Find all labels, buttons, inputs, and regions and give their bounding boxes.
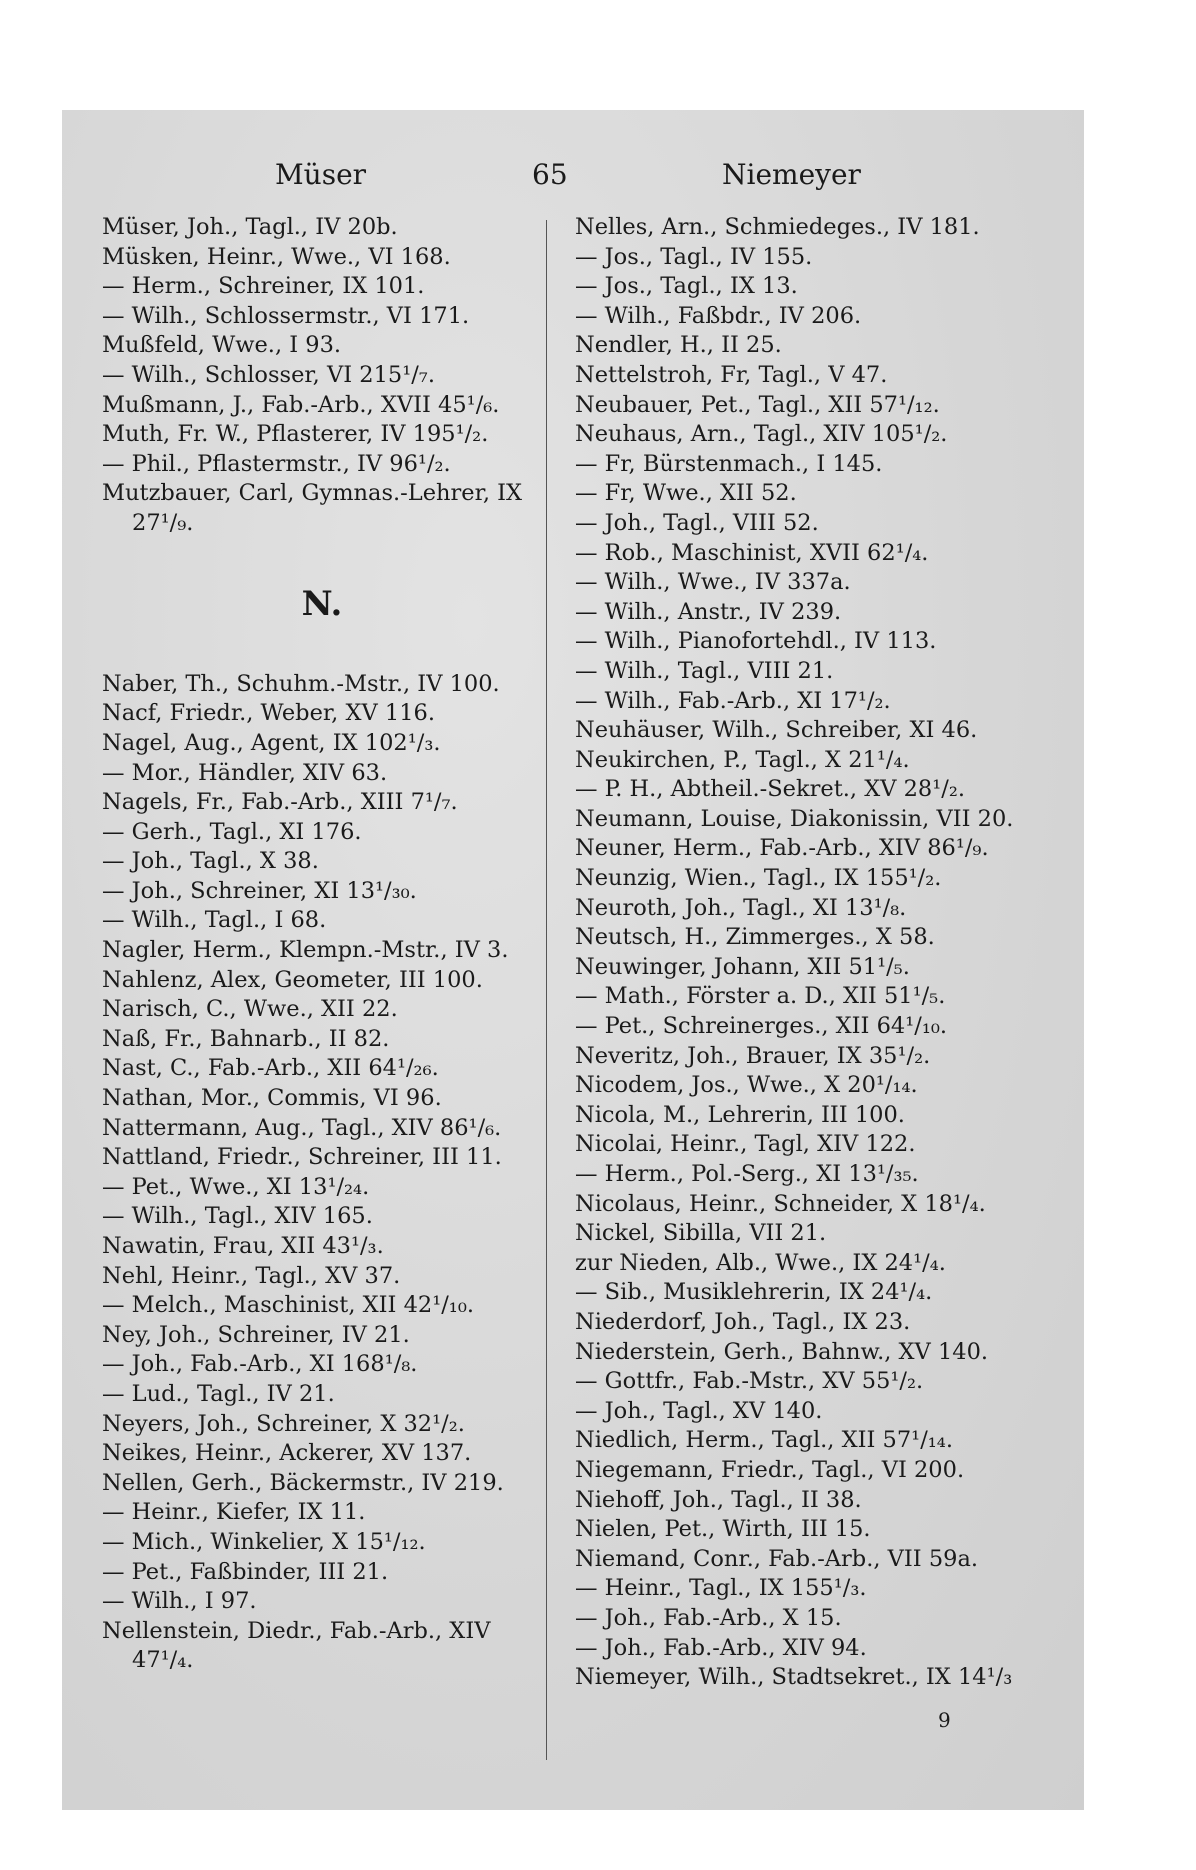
directory-entry: Nicodem, Jos., Wwe., X 20¹/₁₄. — [575, 1072, 918, 1099]
directory-entry: — Joh., Schreiner, XI 13¹/₃₀. — [102, 877, 417, 904]
page — [62, 110, 1084, 1810]
directory-entry: Neikes, Heinr., Ackerer, XV 137. — [102, 1440, 472, 1467]
directory-entry: Neuhaus, Arn., Tagl., XIV 105¹/₂. — [575, 421, 948, 448]
directory-entry: Niederdorf, Joh., Tagl., IX 23. — [575, 1308, 911, 1335]
directory-entry: — Joh., Fab.-Arb., X 15. — [575, 1604, 842, 1631]
directory-entry: — Melch., Maschinist, XII 42¹/₁₀. — [102, 1292, 474, 1319]
directory-entry: 27¹/₉. — [132, 509, 194, 536]
directory-entry: Nelles, Arn., Schmiedeges., IV 181. — [575, 214, 980, 240]
directory-entry: Nickel, Sibilla, VII 21. — [575, 1220, 827, 1247]
directory-entry: — Joh., Fab.-Arb., XI 168¹/₈. — [102, 1351, 418, 1378]
directory-entry: Neuroth, Joh., Tagl., XI 13¹/₈. — [575, 894, 907, 921]
directory-entry: Niemeyer, Wilh., Stadtsekret., IX 14¹/₃ — [575, 1664, 1013, 1691]
directory-entry: — Fr, Wwe., XII 52. — [575, 480, 797, 507]
directory-entry: Neyers, Joh., Schreiner, X 32¹/₂. — [102, 1410, 465, 1437]
directory-entry: — Rob., Maschinist, XVII 62¹/₄. — [575, 539, 929, 566]
directory-entry: — Wilh., Wwe., IV 337a. — [575, 569, 851, 596]
directory-entry: — Mich., Winkelier, X 15¹/₁₂. — [102, 1528, 426, 1555]
directory-entry: Neunzig, Wien., Tagl., IX 155¹/₂. — [575, 865, 942, 892]
directory-entry: — Wilh., Schlossermstr., VI 171. — [102, 302, 470, 329]
directory-entry: — Heinr., Kiefer, IX 11. — [102, 1499, 366, 1526]
directory-entry: — Joh., Tagl., XV 140. — [575, 1397, 823, 1424]
directory-entry: Naber, Th., Schuhm.-Mstr., IV 100. — [102, 670, 500, 697]
blank-line — [102, 640, 542, 670]
directory-entry: Nagel, Aug., Agent, IX 102¹/₃. — [102, 729, 441, 756]
directory-entry: Nielen, Pet., Wirth, III 15. — [575, 1516, 871, 1543]
directory-entry: 47¹/₄. — [132, 1647, 194, 1674]
directory-entry: — Wilh., Pianofortehdl., IV 113. — [575, 628, 937, 655]
directory-entry: Nagels, Fr., Fab.-Arb., XIII 7¹/₇. — [102, 789, 458, 816]
directory-entry: Nawatin, Frau, XII 43¹/₃. — [102, 1233, 384, 1259]
directory-entry: — Math., Förster a. D., XII 51¹/₅. — [575, 983, 946, 1010]
directory-entry: Muth, Fr. W., Pflasterer, IV 195¹/₂. — [102, 421, 489, 448]
directory-entry: Nathan, Mor., Commis, VI 96. — [102, 1085, 442, 1112]
directory-entry: Neuhäuser, Wilh., Schreiber, XI 46. — [575, 717, 978, 744]
directory-entry: Neuwinger, Johann, XII 51¹/₅. — [575, 953, 910, 980]
blank-line — [102, 539, 542, 569]
directory-entry: Niederstein, Gerh., Bahnw., XV 140. — [575, 1338, 989, 1365]
directory-entry: Müsken, Heinr., Wwe., VI 168. — [102, 243, 451, 270]
directory-entry: Niemand, Conr., Fab.-Arb., VII 59a. — [575, 1545, 979, 1572]
directory-entry: Niedlich, Herm., Tagl., XII 57¹/₁₄. — [575, 1427, 953, 1454]
section-letter: N. — [301, 584, 343, 625]
left-column — [102, 213, 542, 1676]
directory-entry: Neubauer, Pet., Tagl., XII 57¹/₁₂. — [575, 391, 940, 418]
directory-entry: — Mor., Händler, XIV 63. — [102, 759, 388, 786]
directory-entry: — Phil., Pflastermstr., IV 96¹/₂. — [102, 450, 451, 477]
directory-entry: — Wilh., Tagl., VIII 21. — [575, 657, 834, 684]
directory-entry: Niegemann, Friedr., Tagl., VI 200. — [575, 1456, 965, 1483]
directory-entry: Neukirchen, P., Tagl., X 21¹/₄. — [575, 746, 910, 773]
directory-entry: Mutzbauer, Carl, Gymnas.-Lehrer, IX — [102, 480, 523, 507]
directory-entry: Neumann, Louise, Diakonissin, VII 20. — [575, 805, 1014, 832]
page-number: 65 — [532, 158, 568, 191]
directory-entry: — Wilh., Faßbdr., IV 206. — [575, 302, 862, 329]
directory-entry: Nagler, Herm., Klempn.-Mstr., IV 3. — [102, 937, 509, 964]
directory-entry: — Gerh., Tagl., XI 176. — [102, 818, 362, 845]
directory-entry: — Wilh., Schlosser, VI 215¹/₇. — [102, 361, 435, 388]
directory-entry: Nahlenz, Alex, Geometer, III 100. — [102, 966, 483, 993]
directory-entry: — Joh., Tagl., VIII 52. — [575, 509, 819, 536]
directory-entry: — Herm., Pol.-Serg., XI 13¹/₃₅. — [575, 1161, 919, 1187]
directory-entry: — Sib., Musiklehrerin, IX 24¹/₄. — [575, 1279, 933, 1306]
directory-entry: Nicolaus, Heinr., Schneider, X 18¹/₄. — [575, 1190, 986, 1217]
directory-entry: Nellen, Gerh., Bäckermstr., IV 219. — [102, 1469, 504, 1496]
directory-entry: — Pet., Faßbinder, III 21. — [102, 1558, 389, 1585]
directory-entry: Neutsch, H., Zimmerges., X 58. — [575, 924, 935, 951]
directory-entry: — Wilh., Anstr., IV 239. — [575, 598, 842, 625]
directory-entry: — Wilh., I 97. — [102, 1588, 257, 1615]
directory-entry: — Pet., Wwe., XI 13¹/₂₄. — [102, 1173, 370, 1200]
directory-entry: Nicolai, Heinr., Tagl, XIV 122. — [575, 1131, 916, 1158]
directory-entry: — Gottfr., Fab.-Mstr., XV 55¹/₂. — [575, 1368, 924, 1395]
directory-entry: Nellenstein, Diedr., Fab.-Arb., XIV — [102, 1617, 491, 1644]
directory-entry: Naß, Fr., Bahnarb., II 82. — [102, 1025, 390, 1052]
directory-entry: — Jos., Tagl., IV 155. — [575, 243, 813, 270]
directory-entry: Nicola, M., Lehrerin, III 100. — [575, 1101, 905, 1128]
directory-entry: — Herm., Schreiner, IX 101. — [102, 273, 425, 300]
directory-entry: — Jos., Tagl., IX 13. — [575, 273, 798, 300]
directory-entry: — Wilh., Tagl., I 68. — [102, 907, 327, 934]
directory-entry: Mußfeld, Wwe., I 93. — [102, 332, 342, 359]
directory-entry: Mußmann, J., Fab.-Arb., XVII 45¹/₆. — [102, 391, 500, 418]
directory-entry: — Joh., Fab.-Arb., XIV 94. — [575, 1634, 867, 1661]
directory-entry: — Lud., Tagl., IV 21. — [102, 1380, 335, 1407]
directory-entry: Nast, C., Fab.-Arb., XII 64¹/₂₆. — [102, 1055, 439, 1082]
directory-entry: Narisch, C., Wwe., XII 22. — [102, 996, 398, 1023]
directory-entry: Niehoff, Joh., Tagl., II 38. — [575, 1486, 862, 1513]
directory-entry: — P. H., Abtheil.-Sekret., XV 28¹/₂. — [575, 776, 966, 803]
directory-entry: Müser, Joh., Tagl., IV 20b. — [102, 214, 398, 240]
header-first-entry: Müser — [275, 158, 367, 191]
directory-entry: Nendler, H., II 25. — [575, 332, 782, 359]
directory-entry: Nattermann, Aug., Tagl., XIV 86¹/₆. — [102, 1114, 502, 1141]
directory-entry: Nehl, Heinr., Tagl., XV 37. — [102, 1262, 401, 1289]
directory-entry: — Heinr., Tagl., IX 155¹/₃. — [575, 1575, 867, 1602]
directory-entry: Neuner, Herm., Fab.-Arb., XIV 86¹/₉. — [575, 835, 989, 862]
running-header — [62, 148, 1084, 208]
directory-entry: zur Nieden, Alb., Wwe., IX 24¹/₄. — [575, 1249, 946, 1276]
column-divider — [546, 220, 547, 1760]
header-last-entry: Niemeyer — [722, 158, 861, 191]
signature-mark: 9 — [938, 1708, 951, 1732]
directory-entry: — Wilh., Fab.-Arb., XI 17¹/₂. — [575, 687, 891, 714]
directory-entry: — Wilh., Tagl., XIV 165. — [102, 1203, 373, 1230]
directory-entry: Ney, Joh., Schreiner, IV 21. — [102, 1321, 410, 1348]
directory-entry: — Joh., Tagl., X 38. — [102, 848, 319, 875]
directory-entry: — Pet., Schreinerges., XII 64¹/₁₀. — [575, 1013, 948, 1040]
directory-entry: Neveritz, Joh., Brauer, IX 35¹/₂. — [575, 1042, 931, 1069]
directory-entry: Nattland, Friedr., Schreiner, III 11. — [102, 1144, 502, 1171]
directory-entry: — Fr, Bürstenmach., I 145. — [575, 450, 883, 477]
directory-entry: Nacf, Friedr., Weber, XV 116. — [102, 700, 435, 727]
right-column — [575, 213, 1075, 1693]
directory-entry: Nettelstroh, Fr, Tagl., V 47. — [575, 361, 888, 388]
